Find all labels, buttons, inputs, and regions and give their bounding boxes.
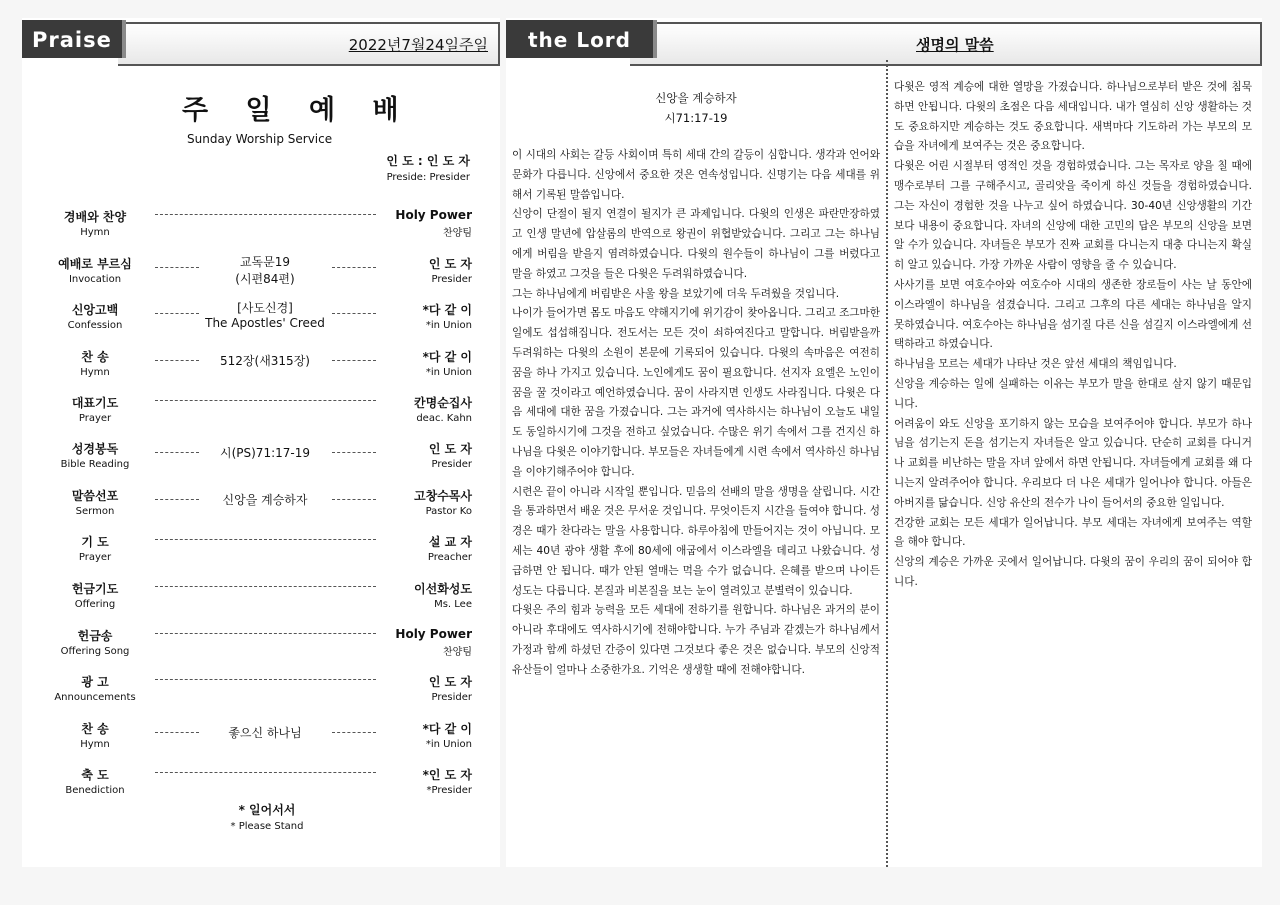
leader-line xyxy=(155,214,376,215)
leader-line xyxy=(332,452,376,453)
lord-header xyxy=(506,18,1262,62)
order-row xyxy=(22,394,500,434)
order-item-detail: 신앙을 계승하자 xyxy=(222,493,308,507)
item-en: Benediction xyxy=(65,785,125,796)
order-row xyxy=(22,255,500,295)
leader-en: *Presider xyxy=(426,785,472,796)
order-row xyxy=(22,348,500,388)
leader-line xyxy=(332,360,376,361)
leader-line xyxy=(155,313,199,314)
page-title: 주 일 예 배 xyxy=(182,95,413,126)
order-item-leader xyxy=(382,627,472,658)
leader-line xyxy=(155,539,376,540)
order-row xyxy=(22,720,500,760)
sermon-paragraph: 이 시대의 사회는 갈등 사회이며 특히 세대 간의 갈등이 심합니다. 생각과 언어와 문화가 다릅니다. 신앙에서 중요한 것은 연속성입니다. 신명기는 다음 세대를 위해서 기록된 말씀입니다. xyxy=(512,149,880,201)
sermon-paragraph: 사사기를 보면 여호수아와 여호수아 시대의 생존한 장로들이 사는 날 동안에 이스라엘이 하나님을 섬겼습니다. 그리고 그후의 다른 세대는 하나님을 알지 못하였습니다. 여호수아는 하나님을 섬기질 다른 신을 섬길지 이스라엘에게 선택하라고 하였습니다. xyxy=(894,278,1252,351)
leader-ko: 인 도 자 xyxy=(428,257,472,271)
leader-ko: 칸명순집사 xyxy=(414,396,472,410)
leader-ko: 고창수목사 xyxy=(414,489,472,503)
sermon-paragraph: 건강한 교회는 모든 세대가 일어납니다. 부모 세대는 자녀에게 보여주는 역할을 해야 합니다. xyxy=(894,516,1252,549)
leader-en: Ms. Lee xyxy=(434,599,472,610)
order-row xyxy=(22,580,500,620)
item-ko: 찬 송 xyxy=(81,722,109,736)
leader-line xyxy=(155,400,376,401)
sermon-reference: 시71:17-19 xyxy=(664,111,728,125)
item-ko: 광 고 xyxy=(81,675,109,689)
item-en: Prayer xyxy=(78,413,112,424)
item-ko: 예배로 부르심 xyxy=(58,257,132,271)
order-item-name xyxy=(50,440,140,470)
order-item-leader xyxy=(382,766,472,796)
leader-en: deac. Kahn xyxy=(416,413,472,424)
leader-line xyxy=(332,313,376,314)
order-item-leader xyxy=(382,720,472,750)
order-row xyxy=(22,208,500,248)
item-en: Offering Song xyxy=(60,646,130,657)
sermon-paragraph: 시련은 끝이 아니라 시작일 뿐입니다. 믿음의 선배의 말을 생명을 살립니다. 시간을 통과하면서 배운 것은 무서운 것입니다. 무엇이든지 시간을 들여야 합니다. 성경은 때가 찬다라는 말을 사용합니다. 하루아침에 만들어지는 것이 아닙니다. 모세는 40년 광야 생활 후에 80세에 애굽에서 이스라엘을 데리고 나왔습니다. 성급하면 안 됩니다. 때가 안된 열매는 먹을 수가 없습니다. 은혜를 받으며 나이든 성도는 다릅니다. 본질과 비본질을 보는 눈이 열려있고 분별력이 있습니다. xyxy=(512,485,880,597)
lord-tab: the Lord xyxy=(506,20,657,58)
item-en: Bible Reading xyxy=(60,459,130,470)
leader-ko: *다 같 이 xyxy=(422,303,472,317)
sermon-panel xyxy=(506,18,1262,867)
sermon-paragraph: 신앙의 계승은 가까운 곳에서 일어납니다. 다윗의 꿈이 우리의 꿈이 되어야 합니다. xyxy=(894,556,1252,588)
leader-line xyxy=(155,633,376,634)
order-item-leader xyxy=(382,440,472,470)
leader-ko: 인 도 자 xyxy=(428,675,472,689)
item-en: Sermon xyxy=(75,506,115,517)
order-item-detail: [사도신경] The Apostles' Creed xyxy=(205,301,325,330)
item-ko: 기 도 xyxy=(81,535,109,549)
order-item-name xyxy=(50,673,140,703)
item-en: Hymn xyxy=(80,367,110,378)
order-item-name xyxy=(50,255,140,285)
sermon-column-1 xyxy=(512,146,880,681)
praise-header xyxy=(22,18,500,62)
leader-en: Presider xyxy=(431,459,472,470)
leader-line xyxy=(155,360,199,361)
leader-ko: Holy Power xyxy=(395,208,472,222)
leader-ko: *다 같 이 xyxy=(422,722,472,736)
item-en: Announcements xyxy=(54,692,136,703)
order-item-name xyxy=(50,208,140,238)
presider-ko: 인 도 : 인 도 자 xyxy=(386,154,470,168)
leader-ko: *다 같 이 xyxy=(422,350,472,364)
leader-ko: *인 도 자 xyxy=(422,768,472,782)
order-item-name xyxy=(50,580,140,610)
order-row xyxy=(22,766,500,806)
order-item-leader xyxy=(382,208,472,239)
order-item-detail: 좋으신 하나님 xyxy=(228,726,302,740)
sermon-paragraph: 다윗은 어린 시절부터 영적인 것을 경험하였습니다. 그는 목자로 양을 칠 때에 맹수로부터 그를 구해주시고, 골리앗을 죽이게 하신 것들을 경험하였습니다. 그는 자신이 경험한 것을 나누고 싶어 하였습니다. 30-40년 신앙생활의 기간보다 내용이 중요합니다. 자녀의 신앙에 대한 고민의 답은 부모의 신앙을 보면 알 수가 있습니다. 자녀들은 부모가 진짜 교회를 다니는지 대충 다니는지 확실히 알고 있습니다. 가장 가까운 사람이 영향을 줄 수 있습니다. xyxy=(894,160,1252,272)
sermon-heading xyxy=(506,88,886,128)
worship-order-panel xyxy=(22,18,500,867)
item-ko: 신앙고백 xyxy=(71,303,119,317)
item-ko: 대표기도 xyxy=(71,396,119,410)
item-en: Offering xyxy=(74,599,116,610)
order-item-leader xyxy=(382,301,472,331)
sermon-paragraph: 하나님을 모르는 세대가 나타난 것은 앞선 세대의 책임입니다. xyxy=(894,358,1177,371)
item-ko: 경배와 찬양 xyxy=(63,210,127,224)
order-item-name xyxy=(50,720,140,750)
leader-en: *in Union xyxy=(425,367,472,378)
order-item-detail: 교독문19 (시편84편) xyxy=(235,255,295,286)
order-item-leader xyxy=(382,348,472,378)
leader-en: *in Union xyxy=(425,320,472,331)
order-item-detail: 512장(새315장) xyxy=(220,354,310,368)
leader-line xyxy=(332,732,376,733)
leader-line xyxy=(332,499,376,500)
leader-en: Presider xyxy=(431,692,472,703)
item-en: Hymn xyxy=(80,739,110,750)
service-date: 2022년7월24일주일 xyxy=(348,36,488,54)
leader-line xyxy=(155,499,199,500)
sermon-paragraph: 다윗은 영적 계승에 대한 열망을 가졌습니다. 하나님으로부터 받은 것에 침묵하면 안됩니다. 다윗의 초점은 다음 세대입니다. 내가 열심히 신앙 생활하는 것도 중요하지만 계승하는 것도 중요합니다. 새벽마다 기도하러 가는 부모의 모습을 자녀에게 보여주는 것은 중요합니다. xyxy=(894,81,1252,153)
leader-line xyxy=(155,732,199,733)
sermon-title: 신앙을 계승하자 xyxy=(655,91,737,105)
item-ko: 찬 송 xyxy=(81,350,109,364)
order-item-leader xyxy=(382,673,472,703)
sermon-paragraph: 신앙을 계승하는 일에 실패하는 이유는 부모가 말을 한대로 살지 않기 때문입니다. xyxy=(894,377,1252,410)
item-ko: 헌금기도 xyxy=(71,582,119,596)
sermon-paragraph: 다윗은 주의 힘과 능력을 모든 세대에 전하기를 원합니다. 하나님은 과거의 분이 아니라 후대에도 역사하시기에 전해야합니다. 누가 주님과 같겠는가 하나님께서 가정과 함께 하셨던 간증이 있다면 그것보다 좋은 것은 없습니다. 부모의 신앙적 유산들이 얼마나 소중한가요. 기억은 생생할 때에 전해야합니다. xyxy=(512,604,880,676)
leader-ko: 설 교 자 xyxy=(428,535,472,549)
order-item-name xyxy=(50,627,140,657)
order-item-name xyxy=(50,348,140,378)
order-item-name xyxy=(50,394,140,424)
order-row xyxy=(22,301,500,341)
leader-line xyxy=(155,586,376,587)
item-en: Hymn xyxy=(80,227,110,238)
leader-en: Preacher xyxy=(427,552,472,563)
leader-en: Presider xyxy=(431,274,472,285)
stand-note-ko: * 일어서서 xyxy=(238,803,296,817)
order-item-leader xyxy=(382,487,472,517)
order-row xyxy=(22,440,500,480)
item-ko: 헌금송 xyxy=(77,629,113,643)
order-item-name xyxy=(50,766,140,796)
leader-line xyxy=(155,267,199,268)
order-row xyxy=(22,673,500,713)
leader-en: 찬양팀 xyxy=(443,228,472,239)
page-subtitle: Sunday Worship Service xyxy=(187,132,333,146)
leader-line xyxy=(155,679,376,680)
leader-line xyxy=(155,772,376,773)
leader-ko: 이선화성도 xyxy=(414,582,472,596)
order-item-name xyxy=(50,533,140,563)
order-row xyxy=(22,487,500,527)
order-row xyxy=(22,627,500,667)
order-item-name xyxy=(50,301,140,331)
leader-en: Pastor Ko xyxy=(425,506,472,517)
item-ko: 성경봉독 xyxy=(71,442,119,456)
order-item-detail: 시(PS)71:17-19 xyxy=(220,446,310,460)
sermon-paragraph: 신앙이 단절이 될지 연결이 될지가 큰 과제입니다. 다윗의 인생은 파란만장하였고 인생 말년에 압살롬의 반역으로 왕권이 위협받았습니다. 그리고 그는 하나님에게 버림을 받을지 염려하였습니다. 다윗의 원수들이 하나님이 그를 버렸다고 말을 하였고 그것을 들은 다윗은 두려워하였습니다. xyxy=(512,208,880,280)
stand-note-en: * Please Stand xyxy=(230,821,304,832)
order-item-name xyxy=(50,487,140,517)
stand-note xyxy=(192,801,342,832)
item-ko: 말씀선포 xyxy=(71,489,119,503)
leader-en: *in Union xyxy=(425,739,472,750)
order-row xyxy=(22,533,500,573)
presider-info xyxy=(386,152,470,183)
item-en: Confession xyxy=(67,320,123,331)
order-item-leader xyxy=(382,533,472,563)
sermon-paragraph: 그는 하나님에게 버림받은 사울 왕을 보았기에 더욱 두려웠을 것입니다. xyxy=(512,287,840,300)
item-en: Invocation xyxy=(68,274,122,285)
leader-en: 찬양팀 xyxy=(443,647,472,658)
item-en: Prayer xyxy=(78,552,112,563)
item-ko: 축 도 xyxy=(81,768,109,782)
order-item-leader xyxy=(382,580,472,610)
order-item-leader xyxy=(382,394,472,424)
leader-ko: 인 도 자 xyxy=(428,442,472,456)
presider-en: Preside: Presider xyxy=(386,172,470,183)
leader-line xyxy=(332,267,376,268)
leader-ko: Holy Power xyxy=(395,627,472,641)
leader-line xyxy=(155,452,199,453)
section-title: 생명의 말씀 xyxy=(916,36,994,54)
order-item-leader xyxy=(382,255,472,285)
column-divider xyxy=(886,60,888,867)
sermon-paragraph: 어려움이 와도 신앙을 포기하지 않는 모습을 보여주어야 합니다. 부모가 하나님을 섬기는지 돈을 섬기는지 자녀들은 알고 있습니다. 단순히 교회를 다니거나 교회를 비난하는 말을 자녀 앞에서 하면 안됩니다. 자녀들에게 교회를 왜 다니는지 알려주어야 합니다. 우리보다 더 나은 세대가 일어나야 합니다. 아들은 아버지를 닮습니다. 신앙 유산의 전수가 나이 들어서의 중요한 일입니다. xyxy=(894,417,1252,509)
sermon-column-2 xyxy=(894,78,1252,593)
praise-tab: Praise xyxy=(22,20,126,58)
sermon-paragraph: 나이가 들어가면 몸도 마음도 약해지기에 위기감이 찾아옵니다. 그리고 조그마한 일에도 섭섭해집니다. 전도서는 모든 것이 쇠하여진다고 말합니다. 버림받을까 두려워하는 다윗의 소원이 본문에 기록되어 있습니다. 다윗의 속마음은 여전히 꿈을 하나 가지고 있습니다. 노인에게도 꿈이 필요합니다. 선지자 요엘은 노인이 꿈을 꿀 것이라고 예언하였습니다. 꿈이 사라지면 인생도 사라집니다. 다윗은 다음 세대에 대한 꿈을 가졌습니다. 그는 과거에 역사하시는 하나님이 오늘도 내일도 동일하시기에 그것을 전하고 싶었습니다. 수많은 위기 속에서 그를 건지신 하나님을 다윗은 이야기합니다. 부모들은 자녀들에게 시련 속에서 역사하신 하나님을 이야기해주어야 합니다. xyxy=(512,307,881,478)
